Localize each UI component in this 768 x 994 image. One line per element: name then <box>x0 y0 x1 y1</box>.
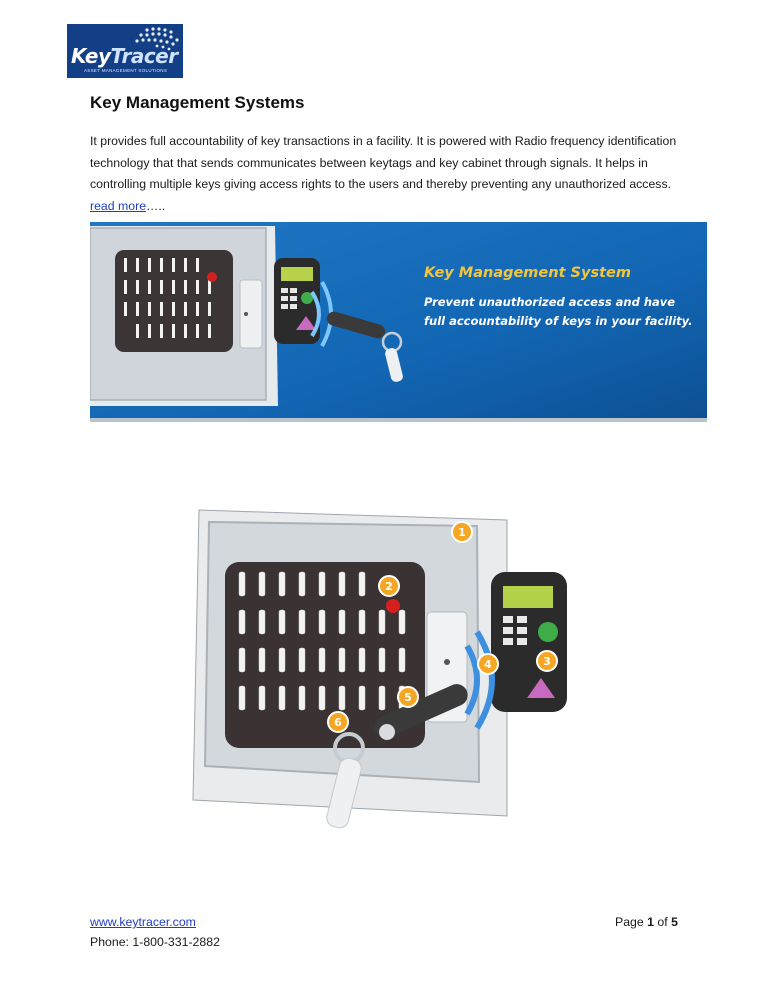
intro-text: It provides full accountability of key transactions in a facility. It is powered with Radio frequency identification technology that that sends communicates between keytags and key cabinet through signals. It helps in controlling multiple keys giving access rights to the users and thereby preventing any unauthorized access. <box>90 134 677 191</box>
diagram-marker-4 <box>478 654 498 674</box>
key-management-banner <box>90 222 707 422</box>
svg-text:1: 1 <box>458 526 466 539</box>
banner-heading: Key Management System <box>424 265 631 281</box>
total-pages: 5 <box>671 915 678 929</box>
page-title: Key Management Systems <box>90 93 305 112</box>
diagram-marker-2 <box>379 576 399 596</box>
key-cabinet-diagram <box>181 504 588 837</box>
diagram-marker-3 <box>537 651 557 671</box>
logo-wordmark: KeyTracer <box>71 44 178 68</box>
page-number: Page 1 of 5 <box>615 915 678 929</box>
diagram-marker-6 <box>328 712 348 732</box>
footer-website-link[interactable]: www.keytracer.com <box>90 915 196 929</box>
current-page: 1 <box>647 915 654 929</box>
diagram-image <box>181 504 588 837</box>
diagram-marker-5 <box>398 687 418 707</box>
read-more-link[interactable]: read more <box>90 198 147 213</box>
svg-text:4: 4 <box>484 658 492 671</box>
banner-image <box>90 222 707 422</box>
keytracer-logo <box>67 24 183 78</box>
svg-text:5: 5 <box>404 691 412 704</box>
read-more-ellipsis: ….. <box>146 198 166 213</box>
svg-text:3: 3 <box>543 655 551 668</box>
diagram-marker-1 <box>452 522 472 542</box>
banner-line-2: full accountability of keys in your facility. <box>424 314 693 328</box>
banner-line-1: Prevent unauthorized access and have <box>424 295 676 309</box>
svg-text:2: 2 <box>385 580 393 593</box>
logo-tagline: ASSET MANAGEMENT SOLUTIONS <box>84 68 168 73</box>
svg-text:6: 6 <box>334 716 342 729</box>
intro-paragraph <box>90 131 690 217</box>
footer-phone: Phone: 1-800-331-2882 <box>90 935 220 949</box>
